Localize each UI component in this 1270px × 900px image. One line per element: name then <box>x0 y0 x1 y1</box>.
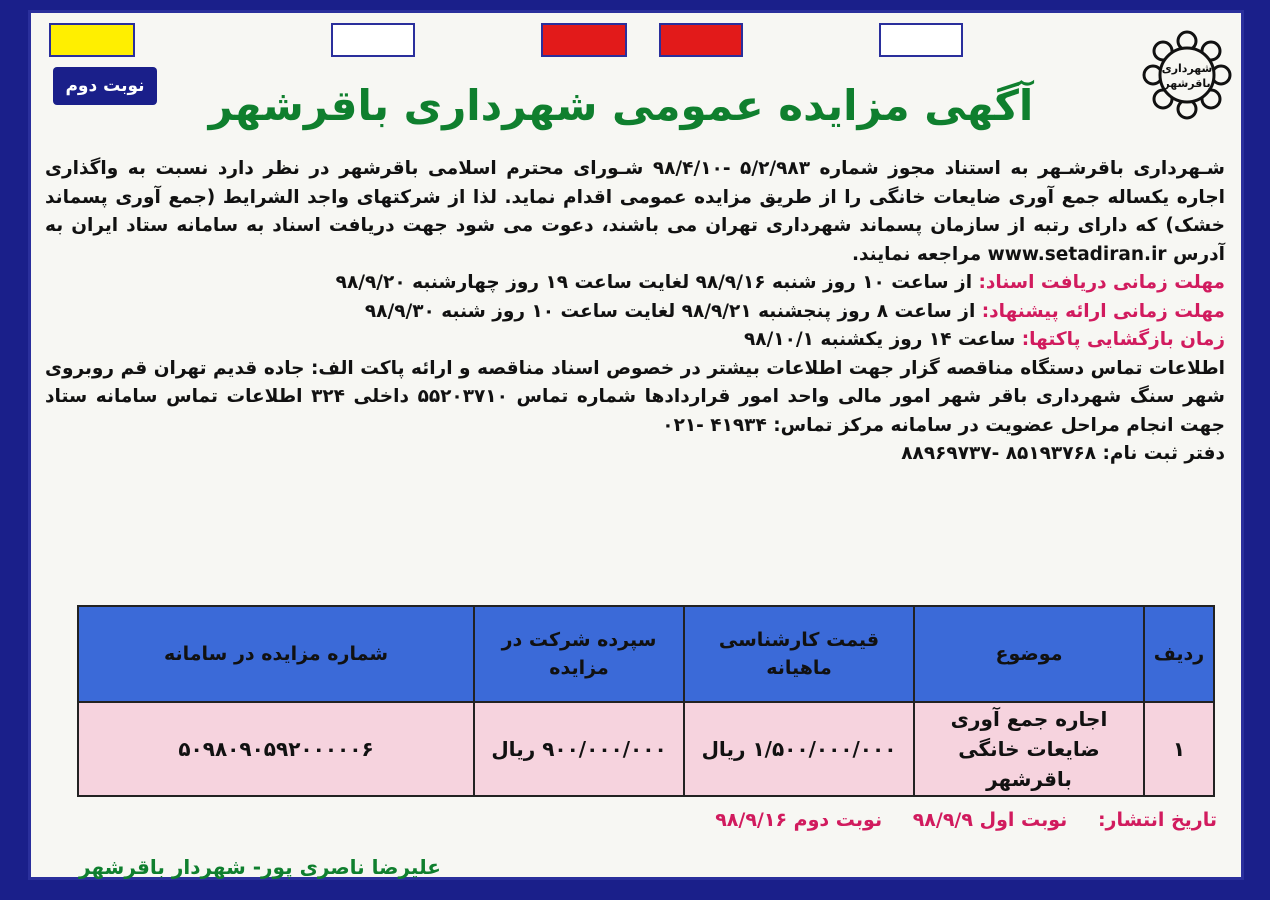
bid-deadline-line <box>45 298 1225 327</box>
header-subject: موضوع <box>914 606 1144 702</box>
intro-paragraph: شـهرداری باقرشـهر به استناد مجوز شماره ۵/۲/۹۸۳ -۹۸/۴/۱۰ شـورای محترم اسلامی باقرشهر در نظر دارد نسبت به واگذاری اجاره یکساله جمع آوری ضایعات خانگی را از طریق مزایده عمومی اقدام نماید. لذا از شرکتهای واجد الشرایط (جمع آوری پسماند خشک) که دارای رتبه از سازمان پسماند شهرداری تهران می باشند، دعوت می شود جهت دریافت اسناد به سامانه ستاد ایران به آدرس www.setadiran.ir مراجعه نمایند. <box>45 158 1226 265</box>
header-row-number: ردیف <box>1144 606 1214 702</box>
registry-line: دفتر ثبت نام: ۸۵۱۹۳۷۶۸ -۸۸۹۶۹۷۳۷ <box>901 443 1225 464</box>
svg-text:باقرشهر: باقرشهر <box>1163 77 1211 90</box>
publication-dates <box>517 809 1217 831</box>
notice-title: آگهی مزایده عمومی شهرداری باقرشهر <box>208 81 1034 130</box>
color-swatch-red <box>541 23 627 57</box>
publication-date-label: تاریخ انتشار: <box>1097 809 1217 831</box>
doc-deadline-label: مهلت زمانی دریافت اسناد: <box>978 272 1225 293</box>
cell-deposit: ۹۰۰/۰۰۰/۰۰۰ ریال <box>474 702 684 796</box>
mayor-signature: علیرضا ناصری پور- شهردار باقرشهر <box>79 855 441 879</box>
color-swatch-white-2 <box>879 23 963 57</box>
color-swatch-yellow <box>49 23 135 57</box>
cell-auction-number: ۵۰۹۸۰۹۰۵۹۲۰۰۰۰۰۶ <box>78 702 474 796</box>
svg-text:شهرداری: شهرداری <box>1161 62 1213 75</box>
notice-body <box>45 155 1225 469</box>
table-row <box>78 702 1214 796</box>
cell-subject: اجاره جمع آوری ضایعات خانگی باقرشهر <box>914 702 1144 796</box>
doc-deadline-value: از ساعت ۱۰ روز شنبه ۹۸/۹/۱۶ لغایت ساعت ۱۹ روز چهارشنبه ۹۸/۹/۲۰ <box>335 272 973 293</box>
first-round-date: نوبت اول ۹۸/۹/۹ <box>912 809 1068 831</box>
page-frame <box>6 6 1256 886</box>
second-round-date: نوبت دوم ۹۸/۹/۱۶ <box>715 809 883 831</box>
auction-table-wrap <box>77 605 1215 791</box>
doc-deadline-line <box>45 269 1225 298</box>
header-auction-number: شماره مزایده در سامانه <box>78 606 474 702</box>
color-swatch-white <box>331 23 415 57</box>
bid-deadline-value: از ساعت ۸ روز پنجشنبه ۹۸/۹/۲۱ لغایت ساعت ۱۰ روز شنبه ۹۸/۹/۳۰ <box>364 300 976 322</box>
cell-row-number: ۱ <box>1144 702 1214 796</box>
header-expert-price: قیمت کارشناسی ماهیانه <box>684 606 914 702</box>
color-swatch-red-2 <box>659 23 743 57</box>
opening-label: زمان بازگشایی پاکتها: <box>1021 329 1225 350</box>
auction-table <box>77 605 1215 797</box>
opening-line <box>45 326 1225 355</box>
municipality-logo-icon <box>1139 27 1235 123</box>
cell-expert-price: ۱/۵۰۰/۰۰۰/۰۰۰ ریال <box>684 702 914 796</box>
contact-paragraph: اطلاعات تماس دستگاه مناقصه گزار جهت اطلاعات بیشتر در خصوص اسناد مناقصه و ارائه پاکت الف: جاده قدیم تهران قم روبروی شهر سنگ شهرداری باقر شهر امور مالی واحد امور قراردادها شماره تماس ۵۵۲۰۳۷۱۰ داخلی ۳۲۴ اطلاعات تماس سامانه ستاد جهت انجام مراحل عضویت در سامانه مرکز تماس: ۴۱۹۳۴ -۰۲۱ <box>45 357 1226 436</box>
table-header-row <box>78 606 1214 702</box>
notice-paper <box>28 10 1244 880</box>
bid-deadline-label: مهلت زمانی ارائه پیشنهاد: <box>981 300 1225 322</box>
round-badge: نوبت دوم <box>53 67 157 105</box>
opening-value: ساعت ۱۴ روز یکشنبه ۹۸/۱۰/۱ <box>743 329 1016 350</box>
header-deposit: سپرده شرکت در مزایده <box>474 606 684 702</box>
